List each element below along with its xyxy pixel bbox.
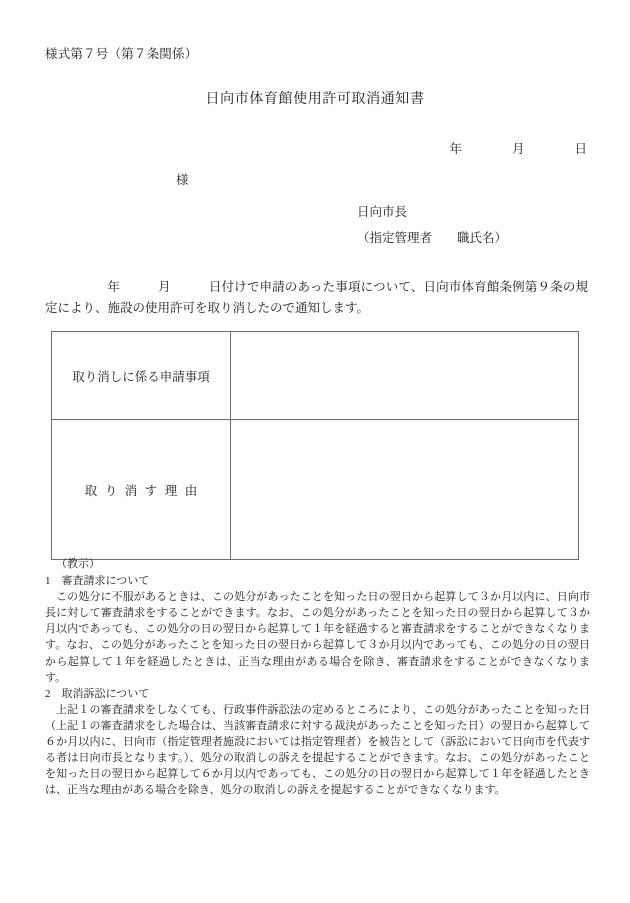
issuer-name: 日向市長 [357,205,408,219]
recipient-honorific: 様 [176,173,189,187]
instruction-section-2-body: 上記１の審査請求をしなくても、行政事件訴訟法の定めるところにより、この処分があったことを知った日（上記１の審査請求をした場合は、当該審査請求に対する裁決があったことを知った日）の翌日から起算して６か月以内に、日向市（指定管理者施設においては指定管理者）を被告として（訴訟において日向市を代表する者は日向市長となります。）、処分の取消しの訴えを提起することができます。なお、この処分があったことを知った日の翌日から起算して６か月以内であっても、この処分の日の翌日から起算して１年を経過したときは、正当な理由がある場合を除き、処分の取消しの訴えを提起することができなくなります。 [45,703,590,797]
instruction-section-1-heading [45,573,590,589]
instruction-section-1 [45,573,590,686]
instruction-section-2 [45,686,590,799]
instruction-section-2-number: 2 [45,687,51,700]
table-row-value-cancellation-items[interactable] [231,332,579,420]
form-number: 様式第７号（第７条関係） [45,47,198,61]
instructions-heading: （教示） [56,558,100,570]
table-row-label-cancellation-items: 取り消しに係る申請事項 [52,332,231,420]
instruction-section-1-body: この処分に不服があるときは、この処分があったことを知った日の翌日から起算して３か月以内に、日向市長に対して審査請求をすることができます。なお、この処分があったことを知った日の翌日から起算して３か月以内であっても、この処分の日の翌日から起算して１年を経過すると審査請求をすることができなくなります。なお、この処分があったことを知った日の翌日から起算して３か月以内であっても、この処分の日の翌日から起算して１年を経過したときは、正当な理由がある場合を除き、審査請求をすることができなくなります。 [45,591,590,684]
instructions-section [45,556,590,798]
table-row [52,332,579,420]
instruction-section-1-title: 審査請求について [61,575,150,588]
table-row [52,420,579,560]
issuer-administrator: （指定管理者 職氏名） [357,231,508,245]
instruction-section-2-title: 取消訴訟について [61,687,150,700]
date-line: 年 月 日 [449,142,587,156]
instruction-section-1-number: 1 [45,575,51,588]
issuer-block [357,202,507,246]
table-row-value-cancellation-reason[interactable] [231,420,579,560]
page-title: 日向市体育館使用許可取消通知書 [205,92,425,107]
instruction-section-2-heading [45,686,590,702]
body-paragraph: 年 月 日付けで申請のあった事項について、日向市体育館条例第９条の規定により、施設の使用許可を取り消したので通知します。 [45,280,588,315]
table-row-label-cancellation-reason: 取り消す理由 [52,420,231,560]
application-details-table [51,331,579,560]
